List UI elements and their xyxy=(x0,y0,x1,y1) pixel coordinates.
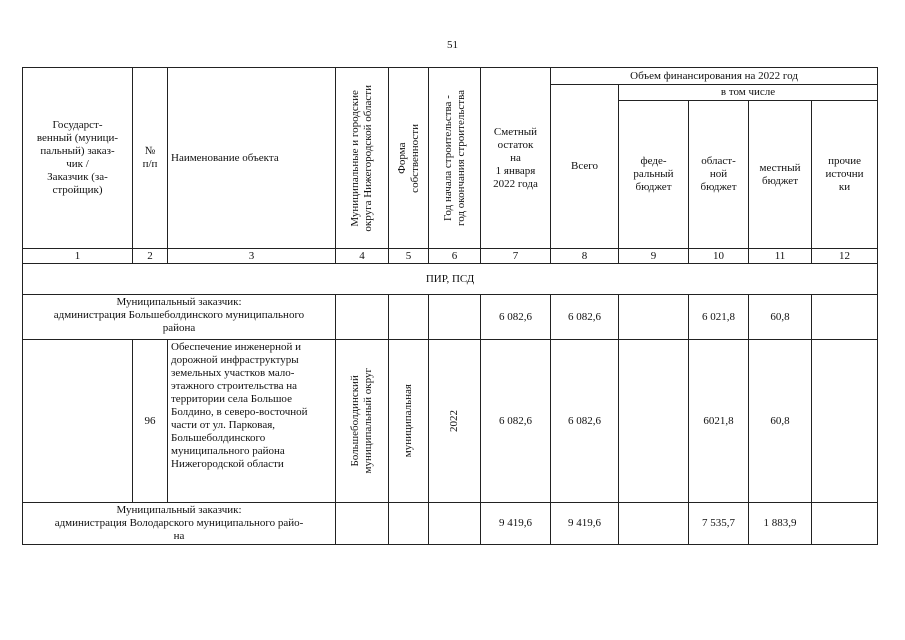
header-funding: Объем финансирования на 2022 год xyxy=(551,68,878,85)
header-municipality xyxy=(336,68,389,249)
header-object-name-text: Наименование объекта xyxy=(171,151,279,164)
header-num xyxy=(133,68,168,249)
header-customer xyxy=(23,68,133,249)
header-regional xyxy=(689,101,749,249)
total-value: 6 082,6 xyxy=(551,340,619,503)
header-num-text: № п/п xyxy=(142,145,158,170)
empty-cell xyxy=(336,295,389,340)
header-years xyxy=(429,68,481,249)
object-name: Обеспечение инженерной и дорожной инфраструктуры земельных участков мало-этажного строительства на территории села Большое Болдино, в северо-восточной части от ул. Парковая, Большеболдинского муниципального района Нижегородской области xyxy=(168,340,336,503)
header-other-text: прочие источни ки xyxy=(825,155,864,193)
header-federal-text: феде- ральный бюджет xyxy=(633,155,674,193)
column-numbers-row xyxy=(23,249,878,264)
header-customer-text: Государст- венный (муници- пальный) заказ- чик / Заказчик (за- стройщик) xyxy=(36,119,119,196)
empty-cell xyxy=(429,503,481,545)
col-num-5: 5 xyxy=(389,249,429,264)
total-value: 6 082,6 xyxy=(551,295,619,340)
empty-cell xyxy=(336,503,389,545)
col-num-10: 10 xyxy=(689,249,749,264)
customer-text: Муниципальный заказчик: администрация Большеболдинского муниципального района xyxy=(53,296,305,334)
col-num-2: 2 xyxy=(133,249,168,264)
col-num-1: 1 xyxy=(23,249,133,264)
header-object-name xyxy=(168,68,336,249)
federal-value xyxy=(619,503,689,545)
page-number: 51 xyxy=(447,39,458,51)
regional-value: 7 535,7 xyxy=(689,503,749,545)
empty-cell xyxy=(23,340,133,503)
object-municipality-text: Большеболдинский муниципальный округ xyxy=(349,368,374,474)
local-value: 60,8 xyxy=(749,340,812,503)
other-value xyxy=(812,295,878,340)
customer-cell xyxy=(23,295,336,340)
empty-cell xyxy=(389,295,429,340)
header-municipality-text: Муниципальные и городские округа Нижегородской области xyxy=(349,84,374,232)
financing-table xyxy=(22,67,878,545)
object-ownership xyxy=(389,340,429,503)
col-num-12: 12 xyxy=(812,249,878,264)
remaining-value: 9 419,6 xyxy=(481,503,551,545)
regional-value: 6 021,8 xyxy=(689,295,749,340)
empty-cell xyxy=(429,295,481,340)
header-total: Всего xyxy=(551,85,619,249)
object-row xyxy=(23,340,878,503)
customer-cell xyxy=(23,503,336,545)
customer-row xyxy=(23,295,878,340)
object-years-text: 2022 xyxy=(448,410,460,432)
col-num-9: 9 xyxy=(619,249,689,264)
customer-row xyxy=(23,503,878,545)
federal-value xyxy=(619,295,689,340)
col-num-11: 11 xyxy=(749,249,812,264)
header-ownership xyxy=(389,68,429,249)
header-remaining xyxy=(481,68,551,249)
header-regional-text: област- ной бюджет xyxy=(700,155,737,193)
header-years-text: Год начала строительства - год окончания строительства xyxy=(441,90,467,226)
local-value: 60,8 xyxy=(749,295,812,340)
col-num-6: 6 xyxy=(429,249,481,264)
object-ownership-text: муниципальная xyxy=(402,384,414,458)
federal-value xyxy=(619,340,689,503)
customer-text: Муниципальный заказчик: администрация Володарского муниципального райо- на xyxy=(54,504,304,542)
local-value: 1 883,9 xyxy=(749,503,812,545)
remaining-value: 6 082,6 xyxy=(481,295,551,340)
section-title: ПИР, ПСД xyxy=(23,264,878,295)
header-ownership-text: Форма собственности xyxy=(395,123,421,193)
col-num-8: 8 xyxy=(551,249,619,264)
other-value xyxy=(812,503,878,545)
empty-cell xyxy=(389,503,429,545)
col-num-4: 4 xyxy=(336,249,389,264)
object-num: 96 xyxy=(133,340,168,503)
col-num-3: 3 xyxy=(168,249,336,264)
col-num-7: 7 xyxy=(481,249,551,264)
header-federal xyxy=(619,101,689,249)
header-local-text: местный бюджет xyxy=(759,161,801,187)
regional-value: 6021,8 xyxy=(689,340,749,503)
header-row-1 xyxy=(23,68,878,85)
header-other xyxy=(812,101,878,249)
section-row xyxy=(23,264,878,295)
header-remaining-text: Сметный остаток на 1 января 2022 года xyxy=(493,125,538,190)
header-including: в том числе xyxy=(619,85,878,101)
total-value: 9 419,6 xyxy=(551,503,619,545)
object-municipality xyxy=(336,340,389,503)
object-years xyxy=(429,340,481,503)
remaining-value: 6 082,6 xyxy=(481,340,551,503)
other-value xyxy=(812,340,878,503)
header-local xyxy=(749,101,812,249)
